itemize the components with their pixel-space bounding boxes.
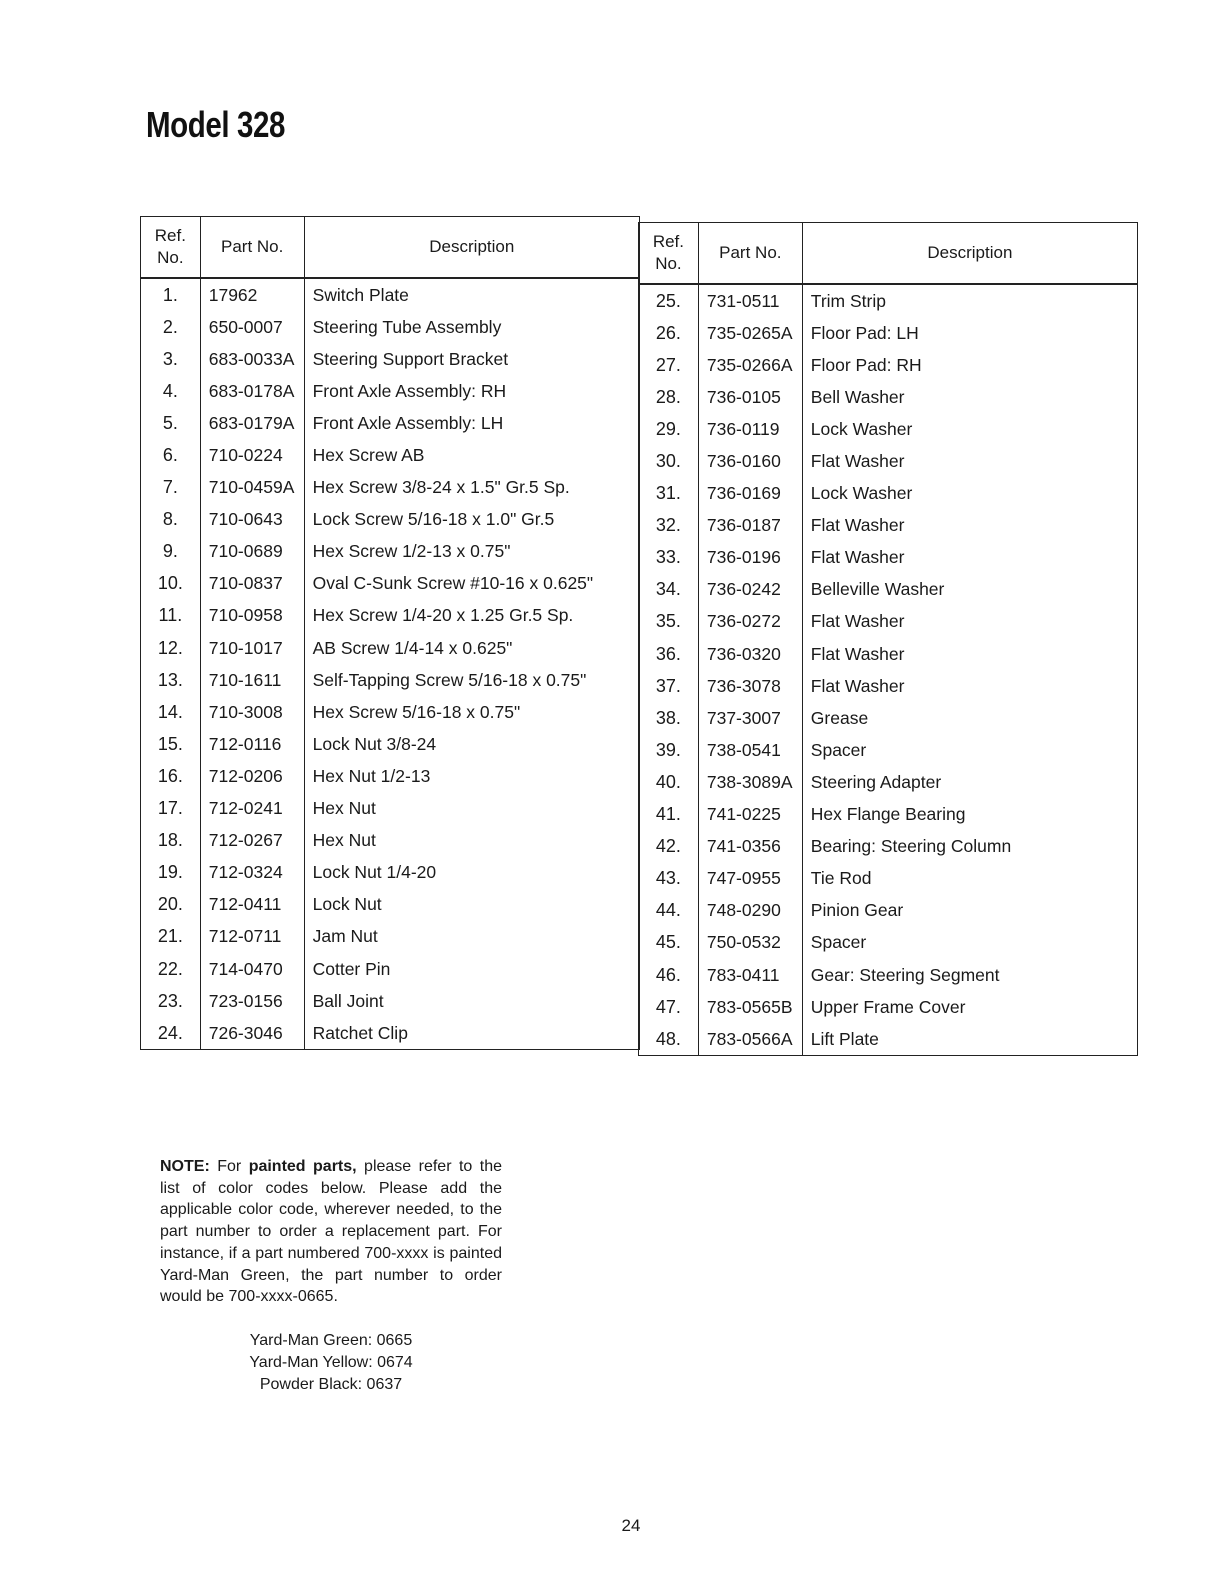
description-cell: Hex Screw 1/2-13 x 0.75" — [304, 536, 639, 568]
description-cell: Hex Screw 1/4-20 x 1.25 Gr.5 Sp. — [304, 600, 639, 632]
ref-cell: 36. — [639, 638, 699, 670]
ref-cell: 24. — [141, 1017, 201, 1050]
ref-cell: 39. — [639, 734, 699, 766]
table-row — [141, 825, 640, 857]
description-cell: Spacer — [802, 734, 1137, 766]
part-number-cell: 741-0225 — [698, 799, 802, 831]
part-number-cell: 736-0119 — [698, 413, 802, 445]
part-number-cell: 683-0179A — [200, 407, 304, 439]
description-cell: Steering Tube Assembly — [304, 311, 639, 343]
ref-cell: 13. — [141, 664, 201, 696]
header-ref-line2: No. — [157, 248, 184, 267]
table-row — [141, 407, 640, 439]
part-number-cell: 710-0224 — [200, 439, 304, 471]
part-number-cell: 747-0955 — [698, 863, 802, 895]
part-number-cell: 712-0324 — [200, 857, 304, 889]
description-cell: Lock Screw 5/16-18 x 1.0" Gr.5 — [304, 504, 639, 536]
part-number-cell: 750-0532 — [698, 927, 802, 959]
table-row — [639, 478, 1138, 510]
part-number-cell: 737-3007 — [698, 702, 802, 734]
ref-cell: 18. — [141, 825, 201, 857]
description-cell: Grease — [802, 702, 1137, 734]
part-number-cell: 710-0837 — [200, 568, 304, 600]
description-cell: Lock Nut 3/8-24 — [304, 728, 639, 760]
description-cell: Belleville Washer — [802, 574, 1137, 606]
ref-cell: 11. — [141, 600, 201, 632]
table-row — [141, 632, 640, 664]
description-cell: Flat Washer — [802, 606, 1137, 638]
ref-cell: 7. — [141, 472, 201, 504]
table-row — [639, 1023, 1138, 1056]
part-number-cell: 736-0187 — [698, 510, 802, 542]
color-code-item: Powder Black: 0637 — [259, 1376, 403, 1393]
description-cell: Lock Washer — [802, 413, 1137, 445]
ref-cell: 10. — [141, 568, 201, 600]
part-number-cell: 736-0320 — [698, 638, 802, 670]
description-cell: Pinion Gear — [802, 895, 1137, 927]
part-number-cell: 710-0643 — [200, 504, 304, 536]
table-row — [141, 600, 640, 632]
part-number-cell: 710-0958 — [200, 600, 304, 632]
table-row — [639, 927, 1138, 959]
part-number-cell: 710-1017 — [200, 632, 304, 664]
ref-cell: 3. — [141, 343, 201, 375]
ref-cell: 48. — [639, 1023, 699, 1056]
description-cell: Hex Nut — [304, 793, 639, 825]
table-row — [639, 895, 1138, 927]
description-cell: Steering Adapter — [802, 766, 1137, 798]
part-number-cell: 710-3008 — [200, 696, 304, 728]
ref-cell: 35. — [639, 606, 699, 638]
part-number-cell: 650-0007 — [200, 311, 304, 343]
table-row — [141, 343, 640, 375]
ref-cell: 40. — [639, 766, 699, 798]
part-number-cell: 710-1611 — [200, 664, 304, 696]
table-row — [141, 472, 640, 504]
ref-cell: 37. — [639, 670, 699, 702]
table-row — [141, 375, 640, 407]
ref-cell: 31. — [639, 478, 699, 510]
header-description: Description — [304, 217, 639, 279]
ref-cell: 8. — [141, 504, 201, 536]
description-cell: Lock Washer — [802, 478, 1137, 510]
ref-cell: 28. — [639, 381, 699, 413]
part-number-cell: 710-0689 — [200, 536, 304, 568]
table-row — [141, 278, 640, 311]
table-row — [639, 413, 1138, 445]
header-ref-no — [141, 217, 201, 279]
ref-cell: 5. — [141, 407, 201, 439]
description-cell: Cotter Pin — [304, 953, 639, 985]
part-number-cell: 736-0272 — [698, 606, 802, 638]
description-cell: Flat Washer — [802, 638, 1137, 670]
ref-cell: 19. — [141, 857, 201, 889]
description-cell: Bell Washer — [802, 381, 1137, 413]
table-row — [639, 863, 1138, 895]
ref-cell: 2. — [141, 311, 201, 343]
table-row — [639, 381, 1138, 413]
part-number-cell: 748-0290 — [698, 895, 802, 927]
part-number-cell: 741-0356 — [698, 831, 802, 863]
header-part-no: Part No. — [200, 217, 304, 279]
ref-cell: 42. — [639, 831, 699, 863]
description-cell: Ratchet Clip — [304, 1017, 639, 1050]
description-cell: Gear: Steering Segment — [802, 959, 1137, 991]
ref-cell: 43. — [639, 863, 699, 895]
note-label: NOTE: — [160, 1158, 210, 1175]
ref-cell: 41. — [639, 799, 699, 831]
description-cell: Hex Screw AB — [304, 439, 639, 471]
table-row — [639, 799, 1138, 831]
table-row — [141, 921, 640, 953]
painted-parts-note — [160, 1156, 502, 1308]
description-cell: Ball Joint — [304, 985, 639, 1017]
page-number: 24 — [621, 1516, 641, 1535]
ref-cell: 14. — [141, 696, 201, 728]
table-row — [639, 991, 1138, 1023]
description-cell: Floor Pad: LH — [802, 317, 1137, 349]
description-cell: Lift Plate — [802, 1023, 1137, 1056]
table-row — [141, 728, 640, 760]
table-row — [141, 311, 640, 343]
part-number-cell: 783-0566A — [698, 1023, 802, 1056]
table-row — [141, 536, 640, 568]
part-number-cell: 712-0267 — [200, 825, 304, 857]
table-row — [639, 670, 1138, 702]
header-description: Description — [802, 223, 1137, 285]
table-row — [141, 439, 640, 471]
header-ref-line1: Ref. — [154, 226, 186, 245]
description-cell: Upper Frame Cover — [802, 991, 1137, 1023]
table-row — [639, 542, 1138, 574]
table-row — [141, 985, 640, 1017]
table-row — [141, 793, 640, 825]
header-ref-line2: No. — [655, 254, 682, 273]
description-cell: Hex Screw 5/16-18 x 0.75" — [304, 696, 639, 728]
table-row — [141, 760, 640, 792]
ref-cell: 25. — [639, 284, 699, 317]
page-title: Model 328 — [146, 104, 286, 145]
table-row — [141, 1017, 640, 1050]
ref-cell: 47. — [639, 991, 699, 1023]
part-number-cell: 731-0511 — [698, 284, 802, 317]
description-cell: Front Axle Assembly: RH — [304, 375, 639, 407]
part-number-cell: 738-0541 — [698, 734, 802, 766]
parts-table-left — [140, 216, 640, 1050]
parts-table-left-body — [141, 278, 640, 1050]
table-row — [141, 889, 640, 921]
part-number-cell: 723-0156 — [200, 985, 304, 1017]
table-row — [639, 349, 1138, 381]
description-cell: Hex Screw 3/8-24 x 1.5" Gr.5 Sp. — [304, 472, 639, 504]
ref-cell: 30. — [639, 445, 699, 477]
table-row — [141, 696, 640, 728]
part-number-cell: 710-0459A — [200, 472, 304, 504]
ref-cell: 45. — [639, 927, 699, 959]
part-number-cell: 683-0033A — [200, 343, 304, 375]
ref-cell: 9. — [141, 536, 201, 568]
header-ref-no — [639, 223, 699, 285]
ref-cell: 27. — [639, 349, 699, 381]
part-number-cell: 736-0242 — [698, 574, 802, 606]
description-cell: Flat Washer — [802, 445, 1137, 477]
description-cell: Trim Strip — [802, 284, 1137, 317]
description-cell: AB Screw 1/4-14 x 0.625" — [304, 632, 639, 664]
part-number-cell: 738-3089A — [698, 766, 802, 798]
ref-cell: 4. — [141, 375, 201, 407]
description-cell: Spacer — [802, 927, 1137, 959]
ref-cell: 12. — [141, 632, 201, 664]
ref-cell: 1. — [141, 278, 201, 311]
description-cell: Bearing: Steering Column — [802, 831, 1137, 863]
part-number-cell: 736-0196 — [698, 542, 802, 574]
table-row — [639, 734, 1138, 766]
description-cell: Tie Rod — [802, 863, 1137, 895]
ref-cell: 33. — [639, 542, 699, 574]
table-row — [639, 510, 1138, 542]
ref-cell: 23. — [141, 985, 201, 1017]
table-row — [639, 638, 1138, 670]
table-row — [141, 953, 640, 985]
ref-cell: 22. — [141, 953, 201, 985]
table-row — [141, 504, 640, 536]
table-row — [141, 664, 640, 696]
description-cell: Flat Washer — [802, 510, 1137, 542]
part-number-cell: 736-3078 — [698, 670, 802, 702]
part-number-cell: 736-0105 — [698, 381, 802, 413]
part-number-cell: 17962 — [200, 278, 304, 311]
table-row — [639, 831, 1138, 863]
description-cell: Lock Nut 1/4-20 — [304, 857, 639, 889]
ref-cell: 46. — [639, 959, 699, 991]
table-row — [639, 317, 1138, 349]
parts-table-right — [638, 222, 1138, 1056]
part-number-cell: 736-0160 — [698, 445, 802, 477]
ref-cell: 6. — [141, 439, 201, 471]
description-cell: Front Axle Assembly: LH — [304, 407, 639, 439]
ref-cell: 32. — [639, 510, 699, 542]
description-cell: Steering Support Bracket — [304, 343, 639, 375]
color-code-item: Yard-Man Green: 0665 — [249, 1332, 413, 1349]
ref-cell: 17. — [141, 793, 201, 825]
description-cell: Hex Nut — [304, 825, 639, 857]
description-cell: Flat Washer — [802, 542, 1137, 574]
ref-cell: 29. — [639, 413, 699, 445]
part-number-cell: 736-0169 — [698, 478, 802, 510]
table-row — [141, 857, 640, 889]
header-ref-line1: Ref. — [652, 232, 685, 251]
description-cell: Hex Nut 1/2-13 — [304, 760, 639, 792]
part-number-cell: 726-3046 — [200, 1017, 304, 1050]
part-number-cell: 712-0411 — [200, 889, 304, 921]
table-row — [639, 445, 1138, 477]
description-cell: Jam Nut — [304, 921, 639, 953]
table-row — [639, 606, 1138, 638]
description-cell: Switch Plate — [304, 278, 639, 311]
table-row — [639, 959, 1138, 991]
description-cell: Flat Washer — [802, 670, 1137, 702]
color-code-item: Yard-Man Yellow: 0674 — [249, 1354, 413, 1371]
description-cell: Floor Pad: RH — [802, 349, 1137, 381]
ref-cell: 21. — [141, 921, 201, 953]
table-row — [639, 574, 1138, 606]
ref-cell: 15. — [141, 728, 201, 760]
part-number-cell: 683-0178A — [200, 375, 304, 407]
parts-table-right-body — [639, 284, 1138, 1056]
ref-cell: 38. — [639, 702, 699, 734]
note-text-a: For — [217, 1158, 242, 1175]
part-number-cell: 783-0565B — [698, 991, 802, 1023]
table-row — [639, 702, 1138, 734]
part-number-cell: 735-0266A — [698, 349, 802, 381]
part-number-cell: 712-0206 — [200, 760, 304, 792]
part-number-cell: 714-0470 — [200, 953, 304, 985]
description-cell: Oval C-Sunk Screw #10-16 x 0.625" — [304, 568, 639, 600]
table-row — [639, 766, 1138, 798]
part-number-cell: 712-0116 — [200, 728, 304, 760]
ref-cell: 20. — [141, 889, 201, 921]
description-cell: Lock Nut — [304, 889, 639, 921]
part-number-cell: 735-0265A — [698, 317, 802, 349]
part-number-cell: 783-0411 — [698, 959, 802, 991]
table-row — [141, 568, 640, 600]
ref-cell: 44. — [639, 895, 699, 927]
ref-cell: 16. — [141, 760, 201, 792]
ref-cell: 34. — [639, 574, 699, 606]
part-number-cell: 712-0711 — [200, 921, 304, 953]
note-emphasis: painted parts, — [248, 1158, 357, 1175]
color-codes-list — [160, 1330, 502, 1396]
ref-cell: 26. — [639, 317, 699, 349]
description-cell: Hex Flange Bearing — [802, 799, 1137, 831]
description-cell: Self-Tapping Screw 5/16-18 x 0.75" — [304, 664, 639, 696]
header-part-no: Part No. — [698, 223, 802, 285]
table-row — [639, 284, 1138, 317]
note-text-b: please refer to the list of color codes below. Please add the applicable color code, wherever needed, to the part number to order a replacement part. For instance, if a part numbered 700-xxxx is painted Yard-Man Green, the part number to order would be 700-xxxx-0665. — [160, 1158, 503, 1306]
part-number-cell: 712-0241 — [200, 793, 304, 825]
